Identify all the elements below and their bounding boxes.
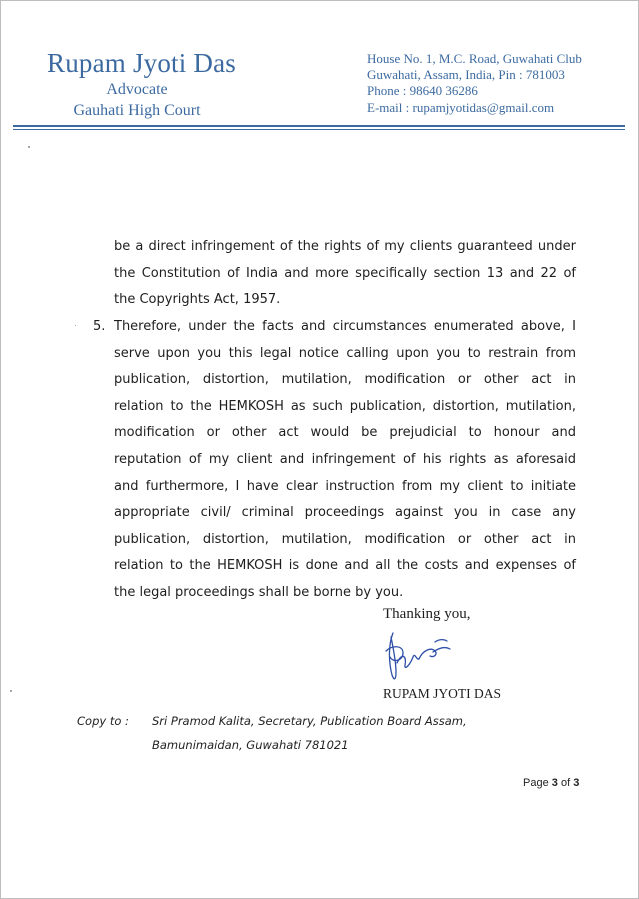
- paragraph-line: relation to the HEMKOSH is done and all the costs and expenses of: [114, 558, 576, 574]
- page-number: [523, 777, 579, 789]
- copy-to-label: Copy to :: [77, 714, 129, 728]
- total-pages: 3: [573, 777, 580, 789]
- paragraph-line: reputation of my client and infringement of his rights as aforesaid: [114, 452, 576, 467]
- paragraph-line: publication, distortion, mutilation, modification or other act in: [114, 372, 576, 388]
- handwritten-signature: [379, 625, 455, 683]
- of-word: of: [560, 777, 571, 789]
- letterhead-court: Gauhati High Court: [73, 102, 201, 119]
- point-number: 5.: [93, 319, 106, 334]
- current-page: 3: [551, 777, 558, 789]
- signer-name: RUPAM JYOTI DAS: [383, 686, 502, 701]
- paragraph-line: Therefore, under the facts and circumstances enumerated above, I: [114, 319, 576, 334]
- address-line-1: House No. 1, M.C. Road, Guwahati Club: [367, 51, 582, 66]
- page-word: Page: [523, 777, 549, 789]
- paragraph-line: appropriate civil/ criminal proceedings against you in case any: [114, 505, 576, 521]
- letterhead-rule-thin: [13, 129, 625, 130]
- paragraph-line: and furthermore, I have clear instruction from my client to initiate: [114, 478, 576, 494]
- letterhead-role: Advocate: [106, 81, 168, 98]
- copy-to-line-1: Sri Pramod Kalita, Secretary, Publication Board Assam,: [152, 714, 467, 728]
- phone-line: Phone : 98640 36286: [367, 83, 478, 99]
- paragraph-line: the Constitution of India and more specifically section 13 and 22 of: [114, 266, 576, 281]
- letterhead-name: Rupam Jyoti Das: [47, 48, 236, 78]
- paragraph-line: the Copyrights Act, 1957.: [114, 292, 281, 307]
- scan-speck: [28, 146, 30, 148]
- paragraph-line: serve upon you this legal notice calling upon you to restrain from: [114, 345, 576, 361]
- paragraph-line: the legal proceedings shall be borne by you.: [114, 585, 404, 600]
- paragraph-line: modification or other act would be prejudicial to honour and: [114, 425, 576, 441]
- paragraph-line: publication, distortion, mutilation, modification or other act in: [114, 531, 576, 547]
- paragraph-line: be a direct infringement of the rights of my clients guaranteed under: [114, 239, 576, 254]
- closing-salutation: Thanking you,: [383, 606, 471, 622]
- copy-to-line-2: Bamunimaidan, Guwahati 781021: [152, 738, 349, 752]
- letterhead-contact: [367, 51, 582, 116]
- address-line-2: Guwahati, Assam, India, Pin : 781003: [367, 67, 565, 83]
- email-line: E-mail : rupamjyotidas@gmail.com: [367, 99, 555, 115]
- scan-speck: [75, 325, 76, 326]
- scan-speck: [10, 690, 12, 692]
- letterhead-rule-thick: [13, 125, 625, 127]
- paragraph-line: relation to the HEMKOSH as such publication, distortion, mutilation,: [114, 398, 576, 414]
